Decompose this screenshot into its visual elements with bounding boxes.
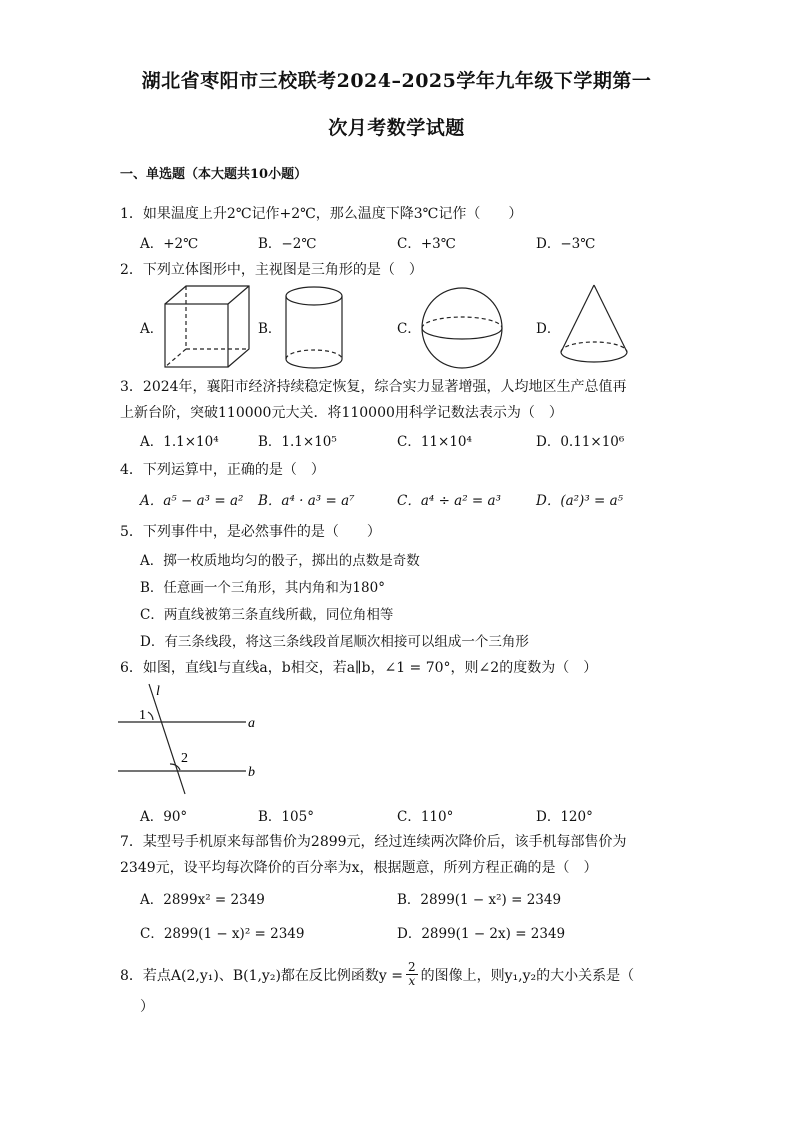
question-7-stem-line-2: 2349元，设平均每次降价的百分率为x，根据题意，所列方程正确的是（ ） [120,860,598,876]
q1-option-a[interactable]: A．+2℃ [140,236,199,252]
q4-option-b[interactable]: B．a⁴ · a³ = a⁷ [258,493,355,509]
q3-option-d[interactable]: D．0.11×10⁶ [536,434,625,450]
q2-option-c[interactable]: C． [397,321,421,337]
label-line-b: b [248,765,255,780]
q1-option-d[interactable]: D．−3℃ [536,236,596,252]
q2-option-d[interactable]: D． [536,321,561,337]
question-5-stem: 5．下列事件中，是必然事件的是（ ） [120,524,381,540]
cube-figure [164,285,250,369]
question-2-stem: 2．下列立体图形中，主视图是三角形的是（ ） [120,262,423,278]
q8-fraction-denominator: x [408,974,416,988]
q7-option-a[interactable]: A．2899x² = 2349 [140,892,265,908]
q6-option-d[interactable]: D．120° [536,809,593,825]
q6-option-b[interactable]: B．105° [258,809,314,825]
q7-option-b[interactable]: B．2899(1 − x²) = 2349 [397,892,562,908]
question-8-stem [120,961,634,988]
q1-option-c[interactable]: C．+3℃ [397,236,456,252]
label-angle-1: 1 [139,708,146,723]
question-8-stem-line-2: ） [140,999,154,1015]
section-heading: 一、单选题（本大题共10小题） [120,167,308,182]
q1-option-b[interactable]: B．−2℃ [258,236,317,252]
q3-option-b[interactable]: B．1.1×10⁵ [258,434,337,450]
cylinder-figure [284,285,344,371]
q6-option-a[interactable]: A．90° [140,809,188,825]
q8-fraction [406,961,418,988]
q8-stem-part-b: 的图像上，则y₁,y₂的大小关系是（ [420,967,635,984]
q6-option-c[interactable]: C．110° [397,809,454,825]
q5-option-c[interactable]: C．两直线被第三条直线所截，同位角相等 [140,607,394,623]
q5-option-b[interactable]: B．任意画一个三角形，其内角和为180° [140,580,385,596]
question-7-stem-line-1: 7．某型号手机原来每部售价为2899元，经过连续两次降价后，该手机每部售价为 [120,834,627,850]
q3-option-c[interactable]: C．11×10⁴ [397,434,472,450]
q3-option-a[interactable]: A．1.1×10⁴ [140,434,219,450]
q5-option-a[interactable]: A．掷一枚质地均匀的骰子，掷出的点数是奇数 [140,553,420,569]
question-6-stem: 6．如图，直线l与直线a，b相交，若a∥b，∠1 = 70°，则∠2的度数为（ ） [120,660,598,676]
label-line-a: a [248,716,255,731]
question-1-stem: 1．如果温度上升2℃记作+2℃，那么温度下降3℃记作（ ） [120,206,523,222]
question-4-stem: 4．下列运算中，正确的是（ ） [120,462,325,478]
parallel-lines-figure [118,682,268,798]
q4-option-a[interactable]: A．a⁵ − a³ = a² [140,493,244,509]
title-line-1: 湖北省枣阳市三校联考2024–2025学年九年级下学期第一 [141,70,652,92]
q5-option-d[interactable]: D．有三条线段，将这三条线段首尾顺次相接可以组成一个三角形 [140,634,529,650]
q8-fraction-numerator: 2 [408,960,416,974]
q2-option-a[interactable]: A． [140,321,164,337]
q7-option-c[interactable]: C．2899(1 − x)² = 2349 [140,926,305,942]
q8-stem-part-a: 8．若点A(2,y₁)、B(1,y₂)都在反比例函数y = [120,967,404,984]
label-line-l: l [156,684,160,699]
q7-option-d[interactable]: D．2899(1 − 2x) = 2349 [397,926,566,942]
q4-option-d[interactable]: D．(a²)³ = a⁵ [536,493,624,509]
title-line-2: 次月考数学试题 [328,117,465,139]
q4-option-c[interactable]: C．a⁴ ÷ a² = a³ [397,493,501,509]
question-3-stem-line-1: 3．2024年，襄阳市经济持续稳定恢复，综合实力显著增强，人均地区生产总值再 [120,379,627,395]
q2-option-b[interactable]: B． [258,321,282,337]
question-3-stem-line-2: 上新台阶，突破110000元大关．将110000用科学记数法表示为（ ） [120,405,563,421]
label-angle-2: 2 [181,751,188,766]
cone-figure [559,284,629,370]
sphere-figure [420,286,504,370]
